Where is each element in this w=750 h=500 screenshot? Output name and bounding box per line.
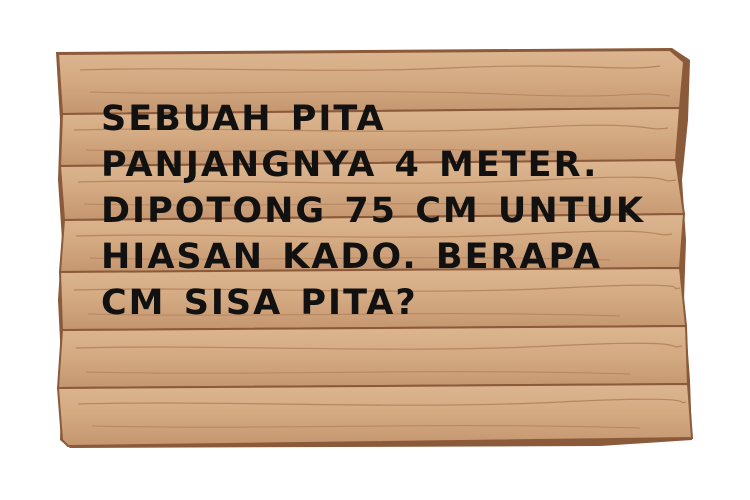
question-text: [101, 96, 661, 326]
question-line-3: DIPOTONG 75 CM UNTUK: [101, 191, 646, 231]
question-line-1: SEBUAH PITA: [101, 99, 386, 139]
question-line-2: PANJANGNYA 4 METER.: [101, 145, 599, 185]
question-line-5: CM SISA PITA?: [101, 283, 418, 323]
question-line-4: HIASAN KADO. BERAPA: [101, 237, 603, 277]
plank-7: [58, 384, 692, 446]
plank-6: [58, 326, 688, 388]
